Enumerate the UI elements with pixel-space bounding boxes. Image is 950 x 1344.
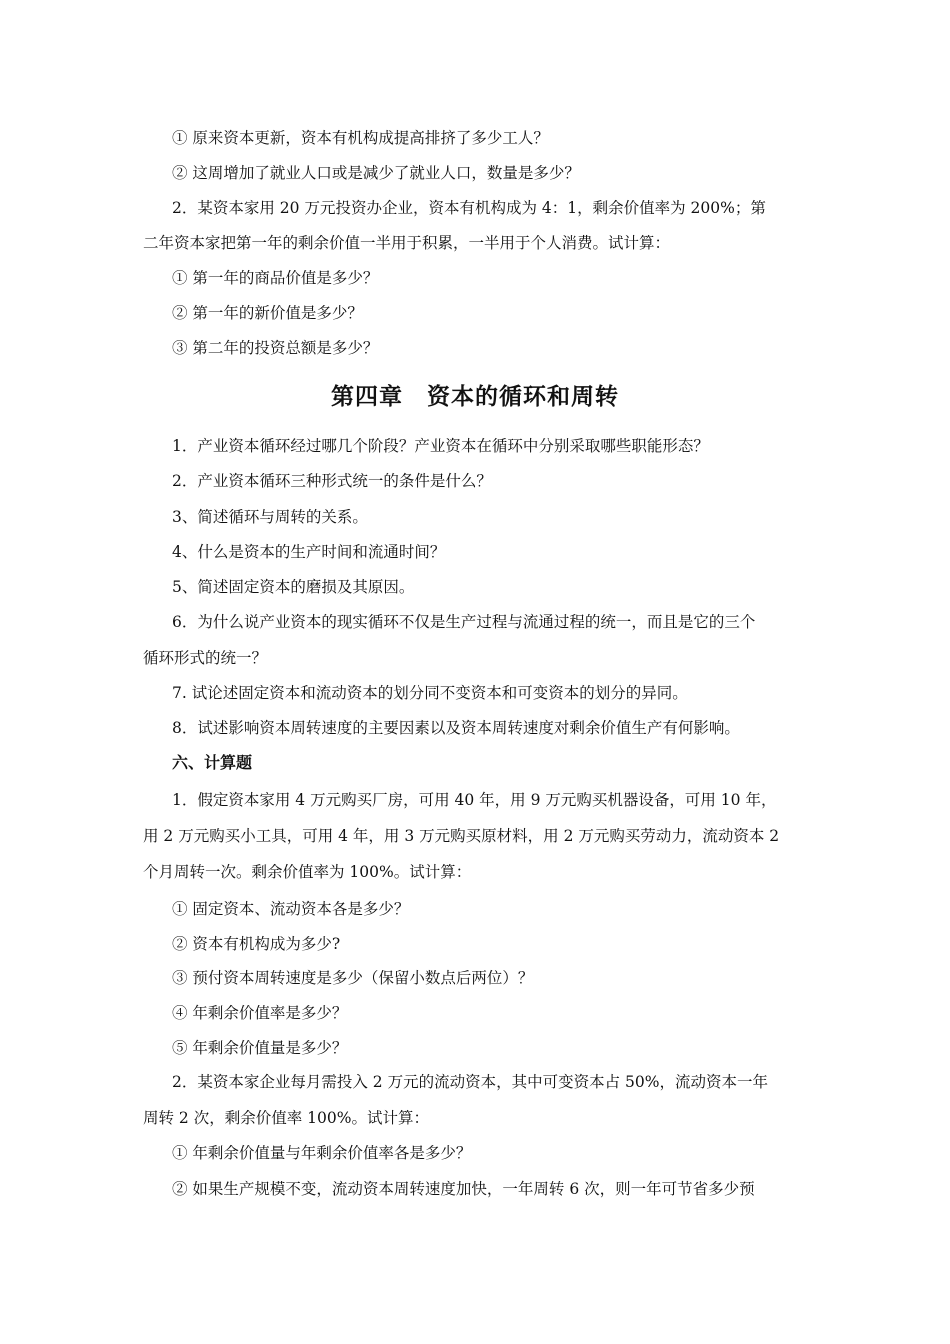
problem-2: 2．某资本家企业每月需投入 2 万元的流动资本，其中可变资本占 50%，流动资本一年 [172,1073,768,1091]
question-item: ② 这周增加了就业人口或是减少了就业人口，数量是多少？ [172,164,580,182]
problem-1-item: ② 资本有机构成为多少? [172,935,341,953]
question-3: 3、简述循环与周转的关系。 [172,508,368,526]
question-2: 2．产业资本循环三种形式统一的条件是什么？ [172,472,492,490]
problem-1-continuation: 个月周转一次。剩余价值率为 100%。试计算： [143,863,472,881]
problem-2-item: ① 年剩余价值量与年剩余价值率各是多少？ [172,1144,472,1162]
problem-1-continuation: 用 2 万元购买小工具，可用 4 年，用 3 万元购买原材料，用 2 万元购买劳动力，流动资本 2 [143,827,780,845]
question-5: 5、简述固定资本的磨损及其原因。 [172,578,415,596]
question-paragraph-continuation: 二年资本家把第一年的剩余价值一半用于积累，一半用于个人消费。试计算： [143,234,671,252]
question-item: ② 第一年的新价值是多少？ [172,304,363,322]
problem-1: 1．假定资本家用 4 万元购买厂房，可用 40 年，用 9 万元购买机器设备，可用 10 年， [172,791,777,809]
question-paragraph: 2．某资本家用 20 万元投资办企业，资本有机构成为 4：1，剩余价值率为 200%；第 [172,199,766,217]
problem-2-item: ② 如果生产规模不变，流动资本周转速度加快，一年周转 6 次，则一年可节省多少预 [172,1180,755,1198]
problem-1-item: ④ 年剩余价值率是多少？ [172,1004,348,1022]
question-8: 8．试述影响资本周转速度的主要因素以及资本周转速度对剩余价值生产有何影响。 [172,719,740,737]
question-6-continuation: 循环形式的统一？ [143,649,268,667]
problem-1-item: ① 固定资本、流动资本各是多少？ [172,900,410,918]
question-item: ① 原来资本更新，资本有机构成提高排挤了多少工人？ [172,129,549,147]
question-item: ① 第一年的商品价值是多少？ [172,269,379,287]
chapter-title: 第四章 资本的循环和周转 [331,384,619,410]
question-7: 7. 试论述固定资本和流动资本的划分同不变资本和可变资本的划分的异同。 [172,684,688,702]
problem-1-item: ③ 预付资本周转速度是多少（保留小数点后两位）？ [172,969,534,987]
problem-2-continuation: 周转 2 次，剩余价值率 100%。试计算： [143,1109,429,1127]
question-item: ③ 第二年的投资总额是多少？ [172,339,379,357]
question-4: 4、什么是资本的生产时间和流通时间？ [172,543,446,561]
problem-1-item: ⑤ 年剩余价值量是多少？ [172,1039,348,1057]
section-heading: 六、计算题 [172,753,253,772]
question-6: 6．为什么说产业资本的现实循环不仅是生产过程与流通过程的统一，而且是它的三个 [172,613,756,631]
question-1: 1．产业资本循环经过哪几个阶段？产业资本在循环中分别采取哪些职能形态？ [172,437,709,455]
